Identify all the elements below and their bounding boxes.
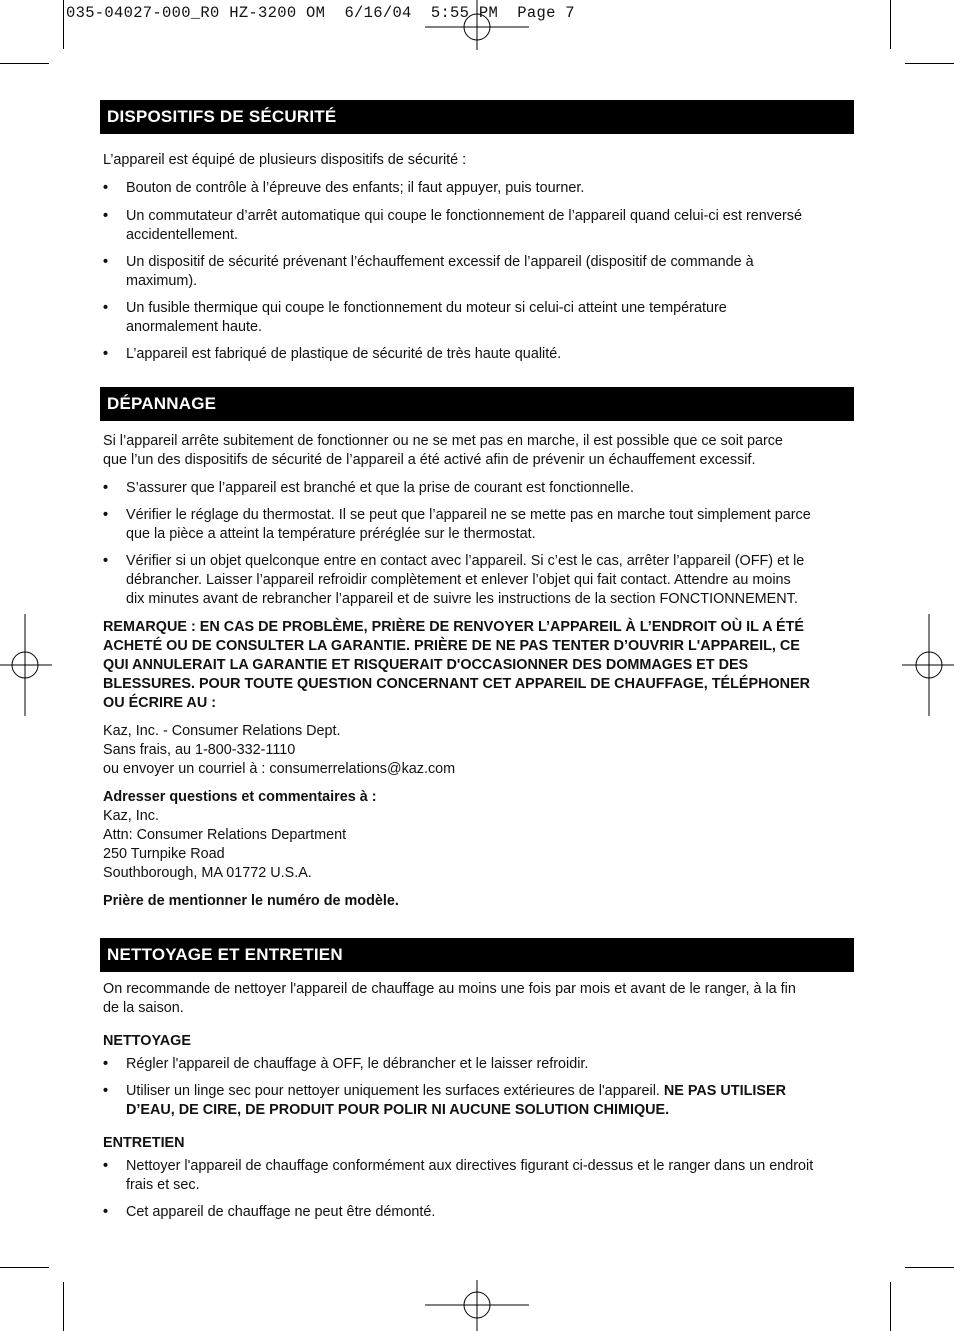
- list-item: • Un fusible thermique qui coupe le fonctionnement du moteur si celui-ci atteint une température anormalement haute.: [103, 300, 727, 335]
- bullet-icon: •: [103, 1204, 109, 1220]
- cleaning-content: [103, 980, 855, 1222]
- list-item: • Un dispositif de sécurité prévenant l’échauffement excessif de l’appareil (dispositif de commande à maximum).: [103, 254, 754, 289]
- bullet-icon: •: [103, 346, 109, 362]
- troubleshooting-intro: Si l’appareil arrête subitement de fonctionner ou ne se met pas en marche, il est possible que ce soit parce que l’un des dispositifs de sécurité de l’appareil a été activé afin de prévenir un échauffement excessif.: [103, 433, 783, 468]
- crop-mark-top-right-v: [890, 0, 891, 49]
- list-item: • Bouton de contrôle à l’épreuve des enfants; il faut appuyer, puis tourner.: [103, 180, 585, 196]
- printer-slug: 035-04027-000_R0 HZ-3200 OM 6/16/04 5:55 PM Page 7: [66, 4, 575, 22]
- registration-mark-left: [0, 614, 52, 716]
- section-heading-troubleshooting: DÉPANNAGE: [100, 387, 854, 421]
- bullet-icon: •: [103, 480, 109, 496]
- contact-info: Kaz, Inc. - Consumer Relations Dept. Sans frais, au 1-800-332-1110 ou envoyer un courriel à : consumerrelations@kaz.com: [103, 723, 456, 777]
- list-item: • Nettoyer l'appareil de chauffage conformément aux directives figurant ci-dessus et le ranger dans un endroit frais et sec.: [103, 1158, 814, 1193]
- warranty-note: REMARQUE : EN CAS DE PROBLÈME, PRIÈRE DE RENVOYER L’APPAREIL À L’ENDROIT OÙ IL A ÉTÉ ACHETÉ OU DE CONSULTER LA GARANTIE. PRIÈRE DE NE PAS TENTER D’OUVRIR L'APPAREIL, CE QUI ANNULERAIT LA GARANTIE ET RISQUERAIT D'OCCASIONNER DES DOMMAGES ET DES BLESSURES. POUR TOUTE QUESTION CONCERNANT CET APPAREIL DE CHAUFFAGE, TÉLÉPHONER OU ÉCRIRE AU :: [103, 619, 811, 711]
- model-number-note: Prière de mentionner le numéro de modèle.: [103, 893, 399, 909]
- list-item: • Un commutateur d’arrêt automatique qui coupe le fonctionnement de l’appareil quand celui-ci est renversé accidentellement.: [103, 208, 802, 243]
- bullet-icon: •: [103, 553, 109, 569]
- crop-mark-top-left-v: [63, 0, 64, 49]
- list-item: • L’appareil est fabriqué de plastique de sécurité de très haute qualité.: [103, 346, 562, 362]
- list-item: • S’assurer que l’appareil est branché et que la prise de courant est fonctionnelle.: [103, 480, 634, 496]
- section-heading-safety: DISPOSITIFS DE SÉCURITÉ: [100, 100, 854, 134]
- troubleshooting-content: [103, 432, 855, 911]
- bullet-icon: •: [103, 300, 109, 316]
- crop-mark-bottom-right-v: [890, 1282, 891, 1331]
- section-heading-cleaning: NETTOYAGE ET ENTRETIEN: [100, 938, 854, 972]
- subheading-maintenance: ENTRETIEN: [103, 1135, 185, 1151]
- list-item: • Vérifier si un objet quelconque entre en contact avec l’appareil. Si c’est le cas, arrêter l’appareil (OFF) et le débrancher. Laisser l’appareil refroidir complètement et enlever l’objet qui fait contact. Attendre au moins dix minutes avant de rebrancher l’appareil et de suivre les instructions de la section FONCTIONNEMENT.: [103, 553, 805, 607]
- list-item: • Cet appareil de chauffage ne peut être démonté.: [103, 1204, 436, 1220]
- bullet-icon: •: [103, 180, 109, 196]
- registration-mark-bottom: [425, 1280, 529, 1331]
- list-item: • Vérifier le réglage du thermostat. Il se peut que l’appareil ne se mette pas en marche tout simplement parce que la pièce a atteint la température préréglée sur le thermostat.: [103, 507, 811, 542]
- crop-mark-bottom-left-v: [63, 1282, 64, 1331]
- subheading-cleaning: NETTOYAGE: [103, 1033, 191, 1049]
- registration-mark-top: [425, 0, 529, 50]
- crop-mark-top-left-h: [0, 63, 49, 64]
- bullet-icon: •: [103, 1083, 109, 1099]
- mailing-address: Adresser questions et commentaires à : Kaz, Inc. Attn: Consumer Relations Department 250 Turnpike Road Southborough, MA 01772 U.S.A.: [103, 789, 377, 881]
- bullet-icon: •: [103, 1158, 109, 1174]
- safety-content: [103, 151, 855, 364]
- list-item: • Utiliser un linge sec pour nettoyer uniquement les surfaces extérieures de l'appareil. NE PAS UTILISER D’EAU, DE CIRE, DE PRODUIT POUR POLIR NI AUCUNE SOLUTION CHIMIQUE.: [103, 1083, 786, 1118]
- crop-mark-bottom-left-h: [0, 1267, 49, 1268]
- crop-mark-bottom-right-h: [905, 1267, 954, 1268]
- bullet-icon: •: [103, 1056, 109, 1072]
- crop-mark-top-right-h: [905, 63, 954, 64]
- bullet-icon: •: [103, 254, 109, 270]
- bullet-icon: •: [103, 208, 109, 224]
- registration-mark-right: [902, 614, 954, 716]
- cleaning-intro: On recommande de nettoyer l'appareil de chauffage au moins une fois par mois et avant de le ranger, à la fin de la saison.: [103, 981, 796, 1016]
- safety-intro: L’appareil est équipé de plusieurs dispositifs de sécurité :: [103, 152, 467, 168]
- list-item: • Régler l'appareil de chauffage à OFF, le débrancher et le laisser refroidir.: [103, 1056, 589, 1072]
- bullet-icon: •: [103, 507, 109, 523]
